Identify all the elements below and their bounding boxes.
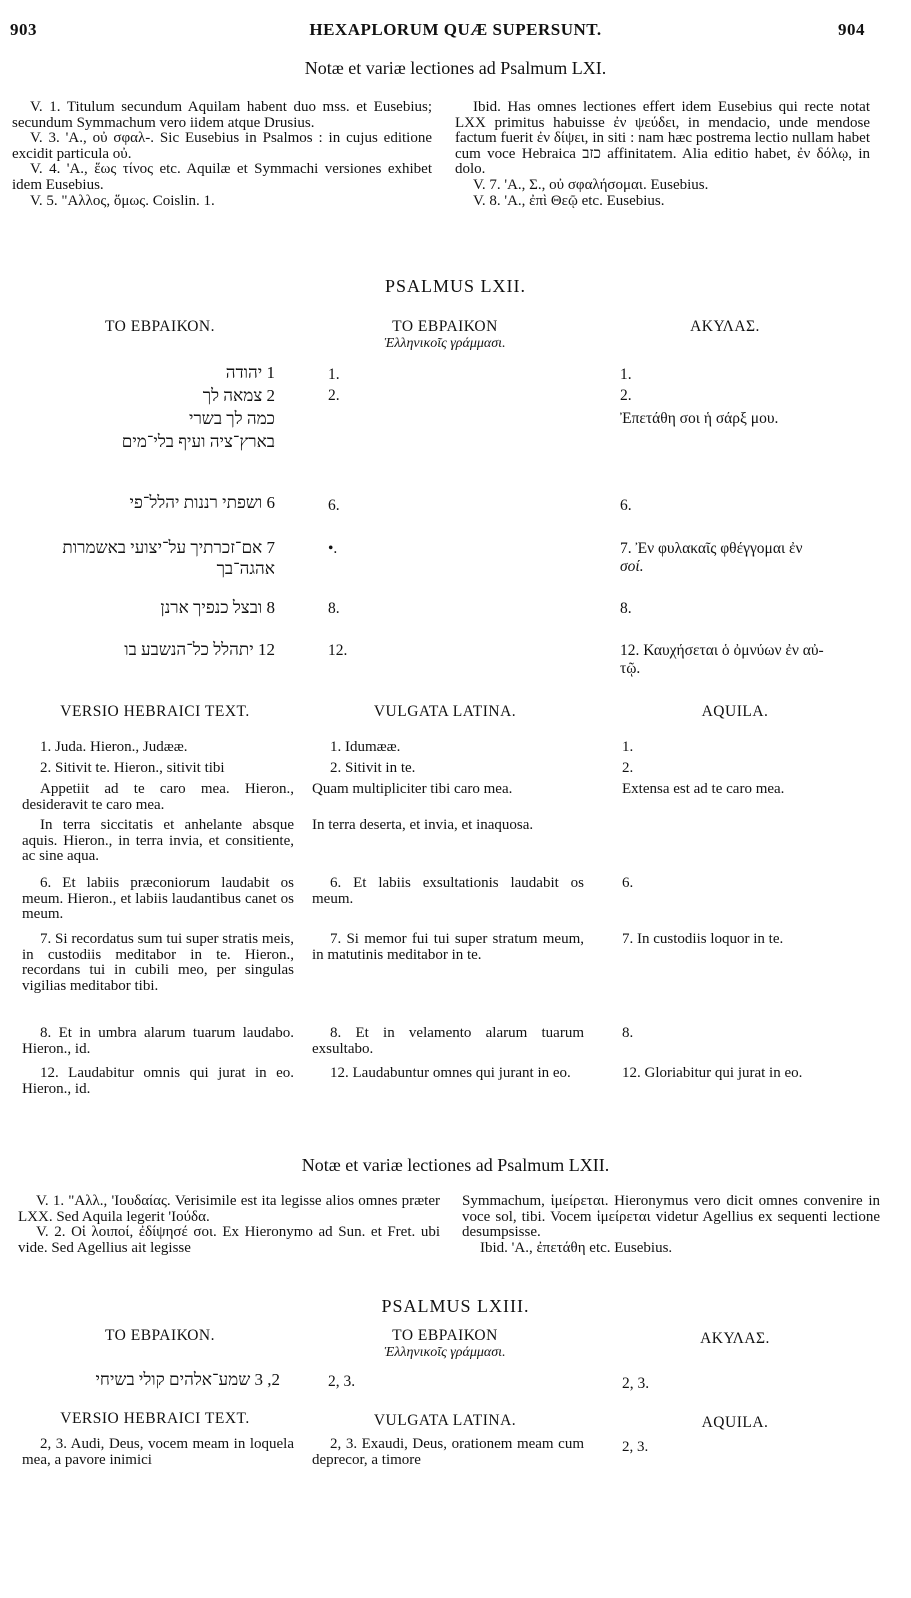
versio-entry: 8. Et in umbra alarum tuarum laudabo. Hieron., id.: [22, 1025, 294, 1057]
note-paragraph: V. 7. 'A., Σ., οὐ σφαλήσομαι. Eusebius.: [473, 176, 709, 193]
col-head-hebrew: ΤΟ ΕΒΡΑΙΚΟΝ.: [104, 318, 216, 335]
aquila-latin-entry: 2.: [622, 760, 634, 776]
hebrew-line: בארץ־ציה ועיף בלי־מים: [121, 432, 275, 451]
latin-head-versio: VERSIO HEBRAICI TEXT.: [60, 703, 250, 720]
versio-entry: 1. Juda. Hieron., Judææ.: [40, 739, 188, 755]
vulgata-entry: In terra deserta, et invia, et inaquosa.: [312, 817, 534, 833]
col-head-translit: ΤΟ ΕΒΡΑΙΚΟΝ: [392, 318, 498, 335]
note-paragraph: V. 1. "Αλλ., 'Ιουδαίας. Verisimile est ita legisse alios omnes præter LXX. Sed Aquila legerit 'Ιούδα.: [18, 1193, 440, 1225]
page-number-left: 903: [10, 20, 37, 39]
aquila-line: 7. Ἐν φυλακαῖς φθέγγομαι ἐν: [620, 540, 803, 557]
aquila-line: 2, 3.: [622, 1375, 650, 1392]
page-number-right: 904: [838, 20, 865, 39]
hebrew-line: 2, 3 שמע־אלהים קולי בשיחי: [95, 1370, 280, 1389]
translit-number: 2, 3.: [328, 1373, 356, 1390]
note-paragraph: V. 2. Οἱ λοιποί, ἐδίψησέ σοι. Ex Hieronymo ad Sun. et Fret. ubi vide. Sed Agellius ait legisse: [18, 1224, 440, 1256]
col-head-translit-sub: Ἑλληνικοῖς γράμμασι.: [384, 336, 506, 351]
latin-head-versio: VERSIO HEBRAICI TEXT.: [60, 1410, 250, 1427]
vulgata-entry: 12. Laudabuntur omnes qui jurant in eo.: [330, 1065, 571, 1081]
versio-column: [22, 740, 294, 1097]
hebrew-line: 7 אם־זכרתיך על־יצועי באשמרות: [62, 538, 275, 557]
aquila-latin-entry: 7. In custodiis loquor in te.: [622, 931, 784, 947]
aquila-line: τῷ.: [620, 660, 641, 677]
aquila-latin-entry: 12. Gloriabitur qui jurat in eo.: [622, 1065, 803, 1081]
latin-head-aquila: AQUILA.: [701, 1414, 769, 1431]
aquila-line: Ἐπετάθη σοι ἡ σάρξ μου.: [620, 410, 779, 427]
psalm-63-title: PSALMUS LXIII.: [381, 1296, 530, 1316]
vulgata-entry: 1. Idumææ.: [330, 739, 401, 755]
translit-number: •.: [328, 540, 338, 557]
translit-number: 6.: [328, 497, 340, 514]
hebrew-line: 6 ושפתי רננות יהלל־פי: [129, 493, 275, 512]
col-head-hebrew: ΤΟ ΕΒΡΑΙΚΟΝ.: [104, 1327, 216, 1344]
translit-number: 12.: [328, 642, 348, 659]
psalm-62-title: PSALMUS LXII.: [384, 276, 526, 296]
aquila-latin-column: [622, 740, 892, 1082]
aquila-line: 8.: [620, 600, 632, 617]
notes-62-left-column: [18, 1194, 440, 1256]
aquila-latin-entry: 6.: [622, 875, 634, 891]
col-head-aquila: ΑΚΥΛΑΣ.: [700, 1330, 770, 1347]
note-paragraph: V. 5. "Αλλος, ὅμως. Coislin. 1.: [30, 192, 215, 209]
versio-entry: Appetiit ad te caro mea. Hieron., desideravit te caro mea.: [22, 781, 294, 813]
versio-entry: 7. Si recordatus sum tui super stratis meis, in custodiis meditabor in te. Hieron., recordans tui in cubili meo, per singulas vigilias meditabor tibi.: [22, 931, 294, 994]
vulgata-entry: 6. Et labiis exsultationis laudabit os meum.: [312, 875, 584, 907]
versio-entry: 2, 3. Audi, Deus, vocem meam in loquela mea, a pavore inimici: [22, 1436, 294, 1468]
translit-number: 1.: [328, 366, 340, 383]
notes-heading-psalm-62: Notæ et variæ lectiones ad Psalmum LXII.: [301, 1155, 610, 1175]
aquila-line: σοί.: [620, 558, 644, 575]
col-head-aquila: ΑΚΥΛΑΣ.: [690, 318, 760, 335]
translit-number: 2.: [328, 387, 340, 404]
aquila-latin-entry: 1.: [622, 739, 634, 755]
versio-entry: 2. Sitivit te. Hieron., sitivit tibi: [40, 760, 225, 776]
vulgata-entry: 8. Et in velamento alarum tuarum exsultabo.: [312, 1025, 584, 1057]
aquila-line: 12. Καυχήσεται ὁ ὀμνύων ἐν αὐ-: [620, 642, 824, 659]
vulgata-entry: 2. Sitivit in te.: [330, 760, 416, 776]
note-paragraph: Ibid. Has omnes lectiones effert idem Eusebius qui recte notat LXX primitus habuisse ἐν ψεύδει, in mendacio, unde mendose factum fuerit ἐν δίψει, in siti : nam hæc postrema lectio nullam habet cum voce Hebraica כזב affinitatem. Alia editio habet, ἐν δόλῳ, in dolo.: [455, 99, 870, 178]
hebrew-line: 1 יהודה: [225, 363, 275, 382]
aquila-line: 6.: [620, 497, 632, 514]
note-paragraph: V. 8. 'A., ἐπὶ Θεῷ etc. Eusebius.: [473, 192, 665, 209]
aquila-latin-entry: 2, 3.: [622, 1439, 649, 1455]
hebrew-line: 12 יתהלל כל־הנשבע בו: [124, 640, 275, 659]
versio-entry: In terra siccitatis et anhelante absque aquis. Hieron., in terra invia, et consitiente, ac sine aqua.: [22, 817, 294, 865]
hebrew-line: 2 צמאה לך: [202, 386, 275, 405]
aquila-latin-entry: Extensa est ad te caro mea.: [622, 781, 785, 797]
note-paragraph: V. 3. 'A., οὐ σφαλ-. Sic Eusebius in Psalmos : in cujus editione excidit particula οὐ.: [12, 130, 432, 162]
note-paragraph: V. 4. 'A., ἕως τίνος etc. Aquilæ et Symmachi versiones exhibet idem Eusebius.: [12, 161, 432, 193]
notes-61-left-column: [12, 100, 432, 209]
notes-heading-psalm-61: Notæ et variæ lectiones ad Psalmum LXI.: [304, 58, 607, 78]
hebrew-line: אהגה־בך: [216, 559, 275, 578]
notes-61-right-column: [455, 100, 870, 209]
hebrew-line: 8 ובצל כנפיך ארנן: [160, 598, 275, 617]
versio-entry: 6. Et labiis præconiorum laudabit os meum. Hieron., et labiis laudantibus canet os meum.: [22, 875, 294, 923]
notes-62-right-column: [462, 1194, 880, 1256]
col-head-translit-sub: Ἑλληνικοῖς γράμμασι.: [384, 1345, 506, 1360]
latin-head-vulgata: VULGATA LATINA.: [373, 1412, 517, 1429]
vulgata-entry: Quam multipliciter tibi caro mea.: [312, 781, 513, 797]
note-paragraph: Symmachum, ἱμείρεται. Hieronymus vero dicit omnes convenire in voce sol, tibi. Vocem ἱμείρεται videtur Agellius ex sequenti lectione desumpsisse.: [462, 1193, 880, 1241]
aquila-line: 2.: [620, 387, 632, 404]
running-title: HEXAPLORUM QUÆ SUPERSUNT.: [309, 20, 602, 39]
latin-head-vulgata: VULGATA LATINA.: [373, 703, 517, 720]
aquila-line: 1.: [620, 366, 632, 383]
aquila-latin-entry: 8.: [622, 1025, 634, 1041]
vulgata-entry: 7. Si memor fui tui super stratum meum, in matutinis meditabor in te.: [312, 931, 584, 963]
versio-entry: 12. Laudabitur omnis qui jurat in eo. Hieron., id.: [22, 1065, 294, 1097]
vulgata-entry: 2, 3. Exaudi, Deus, orationem meam cum deprecor, a timore: [312, 1436, 584, 1468]
vulgata-column: [312, 740, 584, 1082]
note-paragraph: Ibid. 'A., ἐπετάθη etc. Eusebius.: [480, 1239, 673, 1256]
hebrew-line: כמה לך בשרי: [188, 409, 275, 428]
latin-head-aquila: AQUILA.: [701, 703, 769, 720]
translit-number: 8.: [328, 600, 340, 617]
col-head-translit: ΤΟ ΕΒΡΑΙΚΟΝ: [392, 1327, 498, 1344]
note-paragraph: V. 1. Titulum secundum Aquilam habent duo mss. et Eusebius; secundum Symmachum vero iidem atque Drusius.: [12, 99, 432, 131]
